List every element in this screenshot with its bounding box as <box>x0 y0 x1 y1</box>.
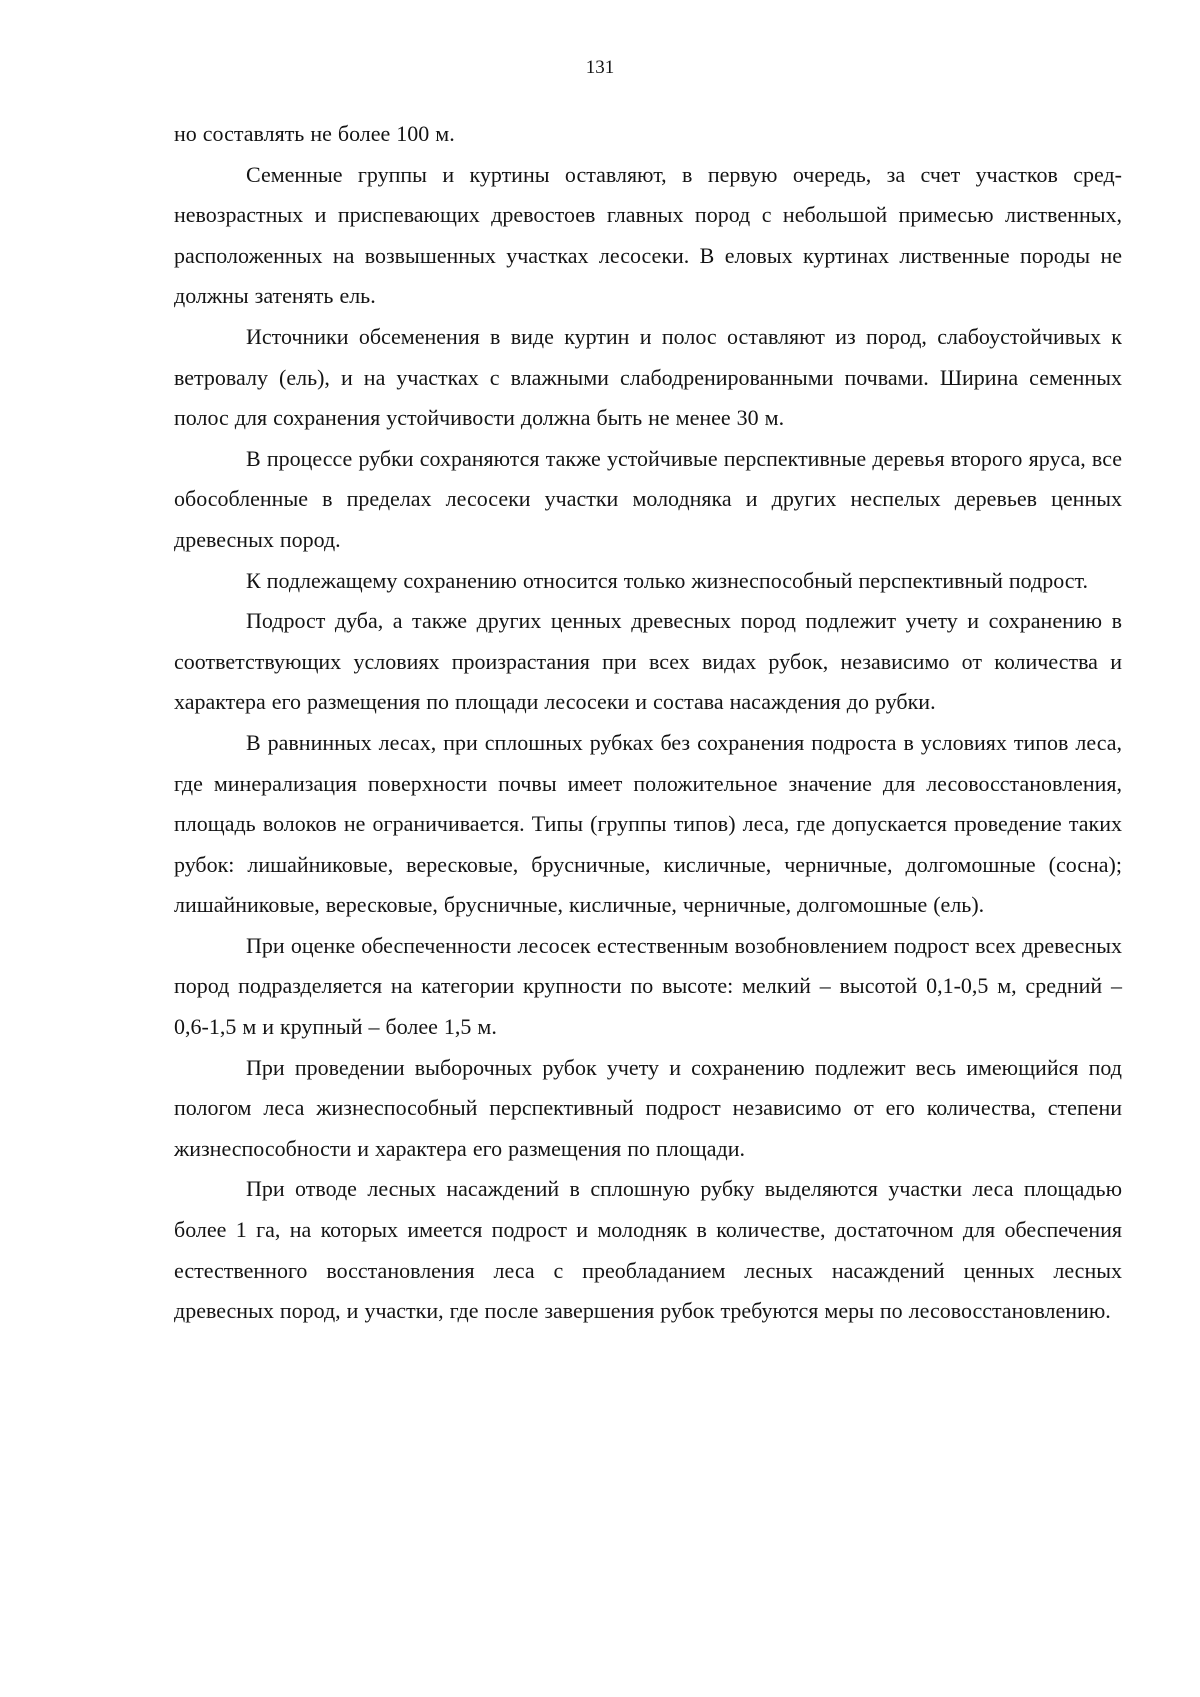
paragraph-oak-undergrowth: Подрост дуба, а также других ценных древесных пород подлежит учету и сохранению в соответствующих условиях произрастания при всех видах рубок, независимо от количества и характера его размещения по площади лесосеки и состава насаждения до рубки. <box>174 608 1122 715</box>
paragraph-selective-cutting: При проведении выборочных рубок учету и сохранению подлежит весь имеющийся под пологом леса жизнеспособный перспективный подрост независимо от его количества, степени жизнеспособности и характера его размещения по площади. <box>174 1054 1122 1161</box>
text-body <box>174 114 1122 1332</box>
paragraph-viable-undergrowth: К подлежащему сохранению относится только жизнеспособный перспективный подрост. <box>246 567 1088 593</box>
paragraph-size-categories: При оценке обеспеченности лесосек естественным возобновлением подрост всех древесных пород подразделяется на категории крупности по высоте: мелкий – высотой 0,1-0,5 м, средний – 0,6-1,5 м и крупный – более 1,5 м. <box>174 932 1122 1040</box>
page-number: 131 <box>585 57 615 78</box>
paragraph-seed-sources: Источники обсеменения в виде куртин и полос оставляют из пород, слабоустойчивых к ветровалу (ель), и на участках с влажными слабодренированными почвами. Ширина семенных полос для сохранения устойчивости должна быть не менее 30 м. <box>174 323 1122 431</box>
paragraph-plain-forests: В равнинных лесах, при сплошных рубках без сохранения подроста в условиях типов леса, где минерализация поверхности почвы имеет положительное значение для лесовосстановления, площадь волоков не ограничивается. Типы (группы типов) леса, где допускается проведение таких рубок: лишайниковые, вересковые, брусничные, кисличные, черничные, долгомошные (сосна); лишайниковые, вересковые, брусничные, кисличные, черничные, долгомошные (ель). <box>174 729 1122 918</box>
paragraph-seed-groups: Семенные группы и куртины оставляют, в первую очередь, за счет участков средневозрастных и приспевающих древостоев главных пород с небольшой примесью лиственных, расположенных на возвышенных участках лесосеки. В еловых куртинах лиственные породы не должны затенять ель. <box>174 161 1122 309</box>
paragraph-continuation: но составлять не более 100 м. <box>174 121 455 146</box>
paragraph-second-tier: В процессе рубки сохраняются также устойчивые перспективные деревья второго яруса, все обособленные в пределах лесосеки участки молодняка и других неспелых деревьев ценных древесных пород. <box>174 445 1122 552</box>
paragraph-clear-cutting-allotment: При отводе лесных насаждений в сплошную рубку выделяются участки леса площадью более 1 га, на которых имеется подрост и молодняк в количестве, достаточном для обеспечения естественного восстановления леса с преобладанием лесных насаждений ценных лесных древесных пород, и участки, где после завершения рубок требуются меры по лесовосстановлению. <box>174 1176 1122 1324</box>
